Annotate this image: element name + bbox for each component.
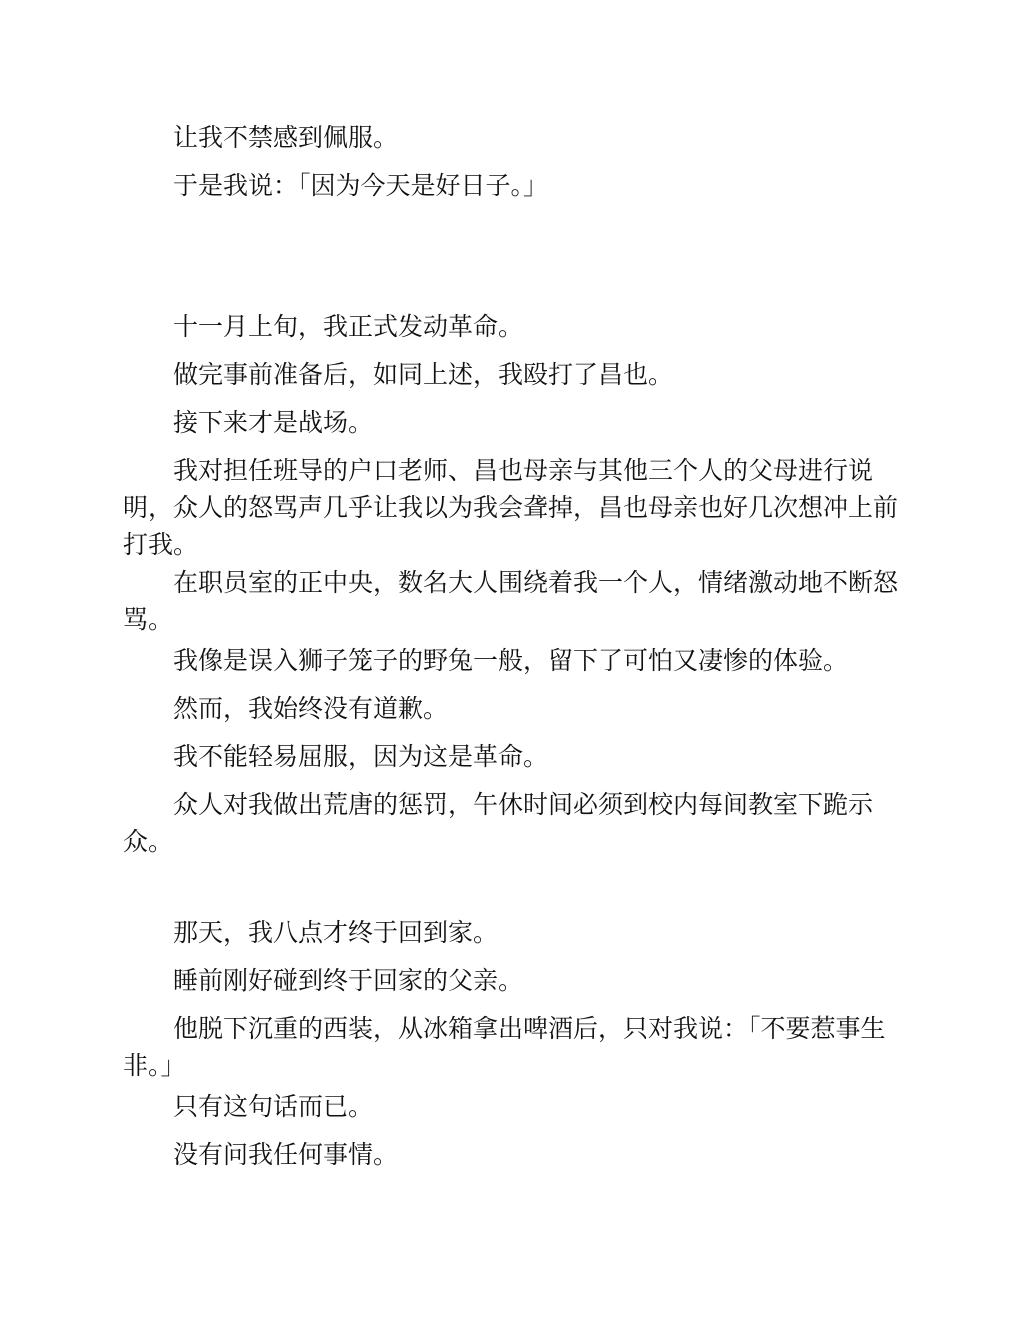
paragraph: 睡前刚好碰到终于回家的父亲。 (173, 966, 524, 995)
paragraph: 接下来才是战场。 (173, 408, 374, 437)
paragraph: 那天，我八点才终于回到家。 (173, 918, 499, 947)
paragraph: 没有问我任何事情。 (173, 1140, 399, 1169)
paragraph: 然而，我始终没有道歉。 (173, 694, 449, 723)
paragraph: 我不能轻易屈服，因为这是革命。 (173, 742, 549, 771)
paragraph: 让我不禁感到佩服。 (173, 123, 399, 152)
paragraph: 只有这句话而已。 (173, 1092, 374, 1121)
paragraph: 我像是误入狮子笼子的野兔一般，留下了可怕又凄惨的体验。 (173, 646, 849, 675)
paragraph: 我对担任班导的户口老师、昌也母亲与其他三个人的父母进行说明，众人的怒骂声几乎让我以为我会聋掉，昌也母亲也好几次想冲上前打我。 (123, 456, 899, 559)
paragraph: 在职员室的正中央，数名大人围绕着我一个人，情绪激动地不断怒骂。 (123, 568, 899, 634)
paragraph: 众人对我做出荒唐的惩罚，午休时间必须到校内每间教室下跪示众。 (123, 790, 874, 856)
paragraph: 他脱下沉重的西装，从冰箱拿出啤酒后，只对我说：「不要惹事生非。」 (123, 1014, 886, 1080)
paragraph: 做完事前准备后，如同上述，我殴打了昌也。 (173, 360, 674, 389)
paragraph: 十一月上旬，我正式发动革命。 (173, 312, 524, 341)
paragraph: 于是我说：「因为今天是好日子。」 (173, 171, 549, 200)
